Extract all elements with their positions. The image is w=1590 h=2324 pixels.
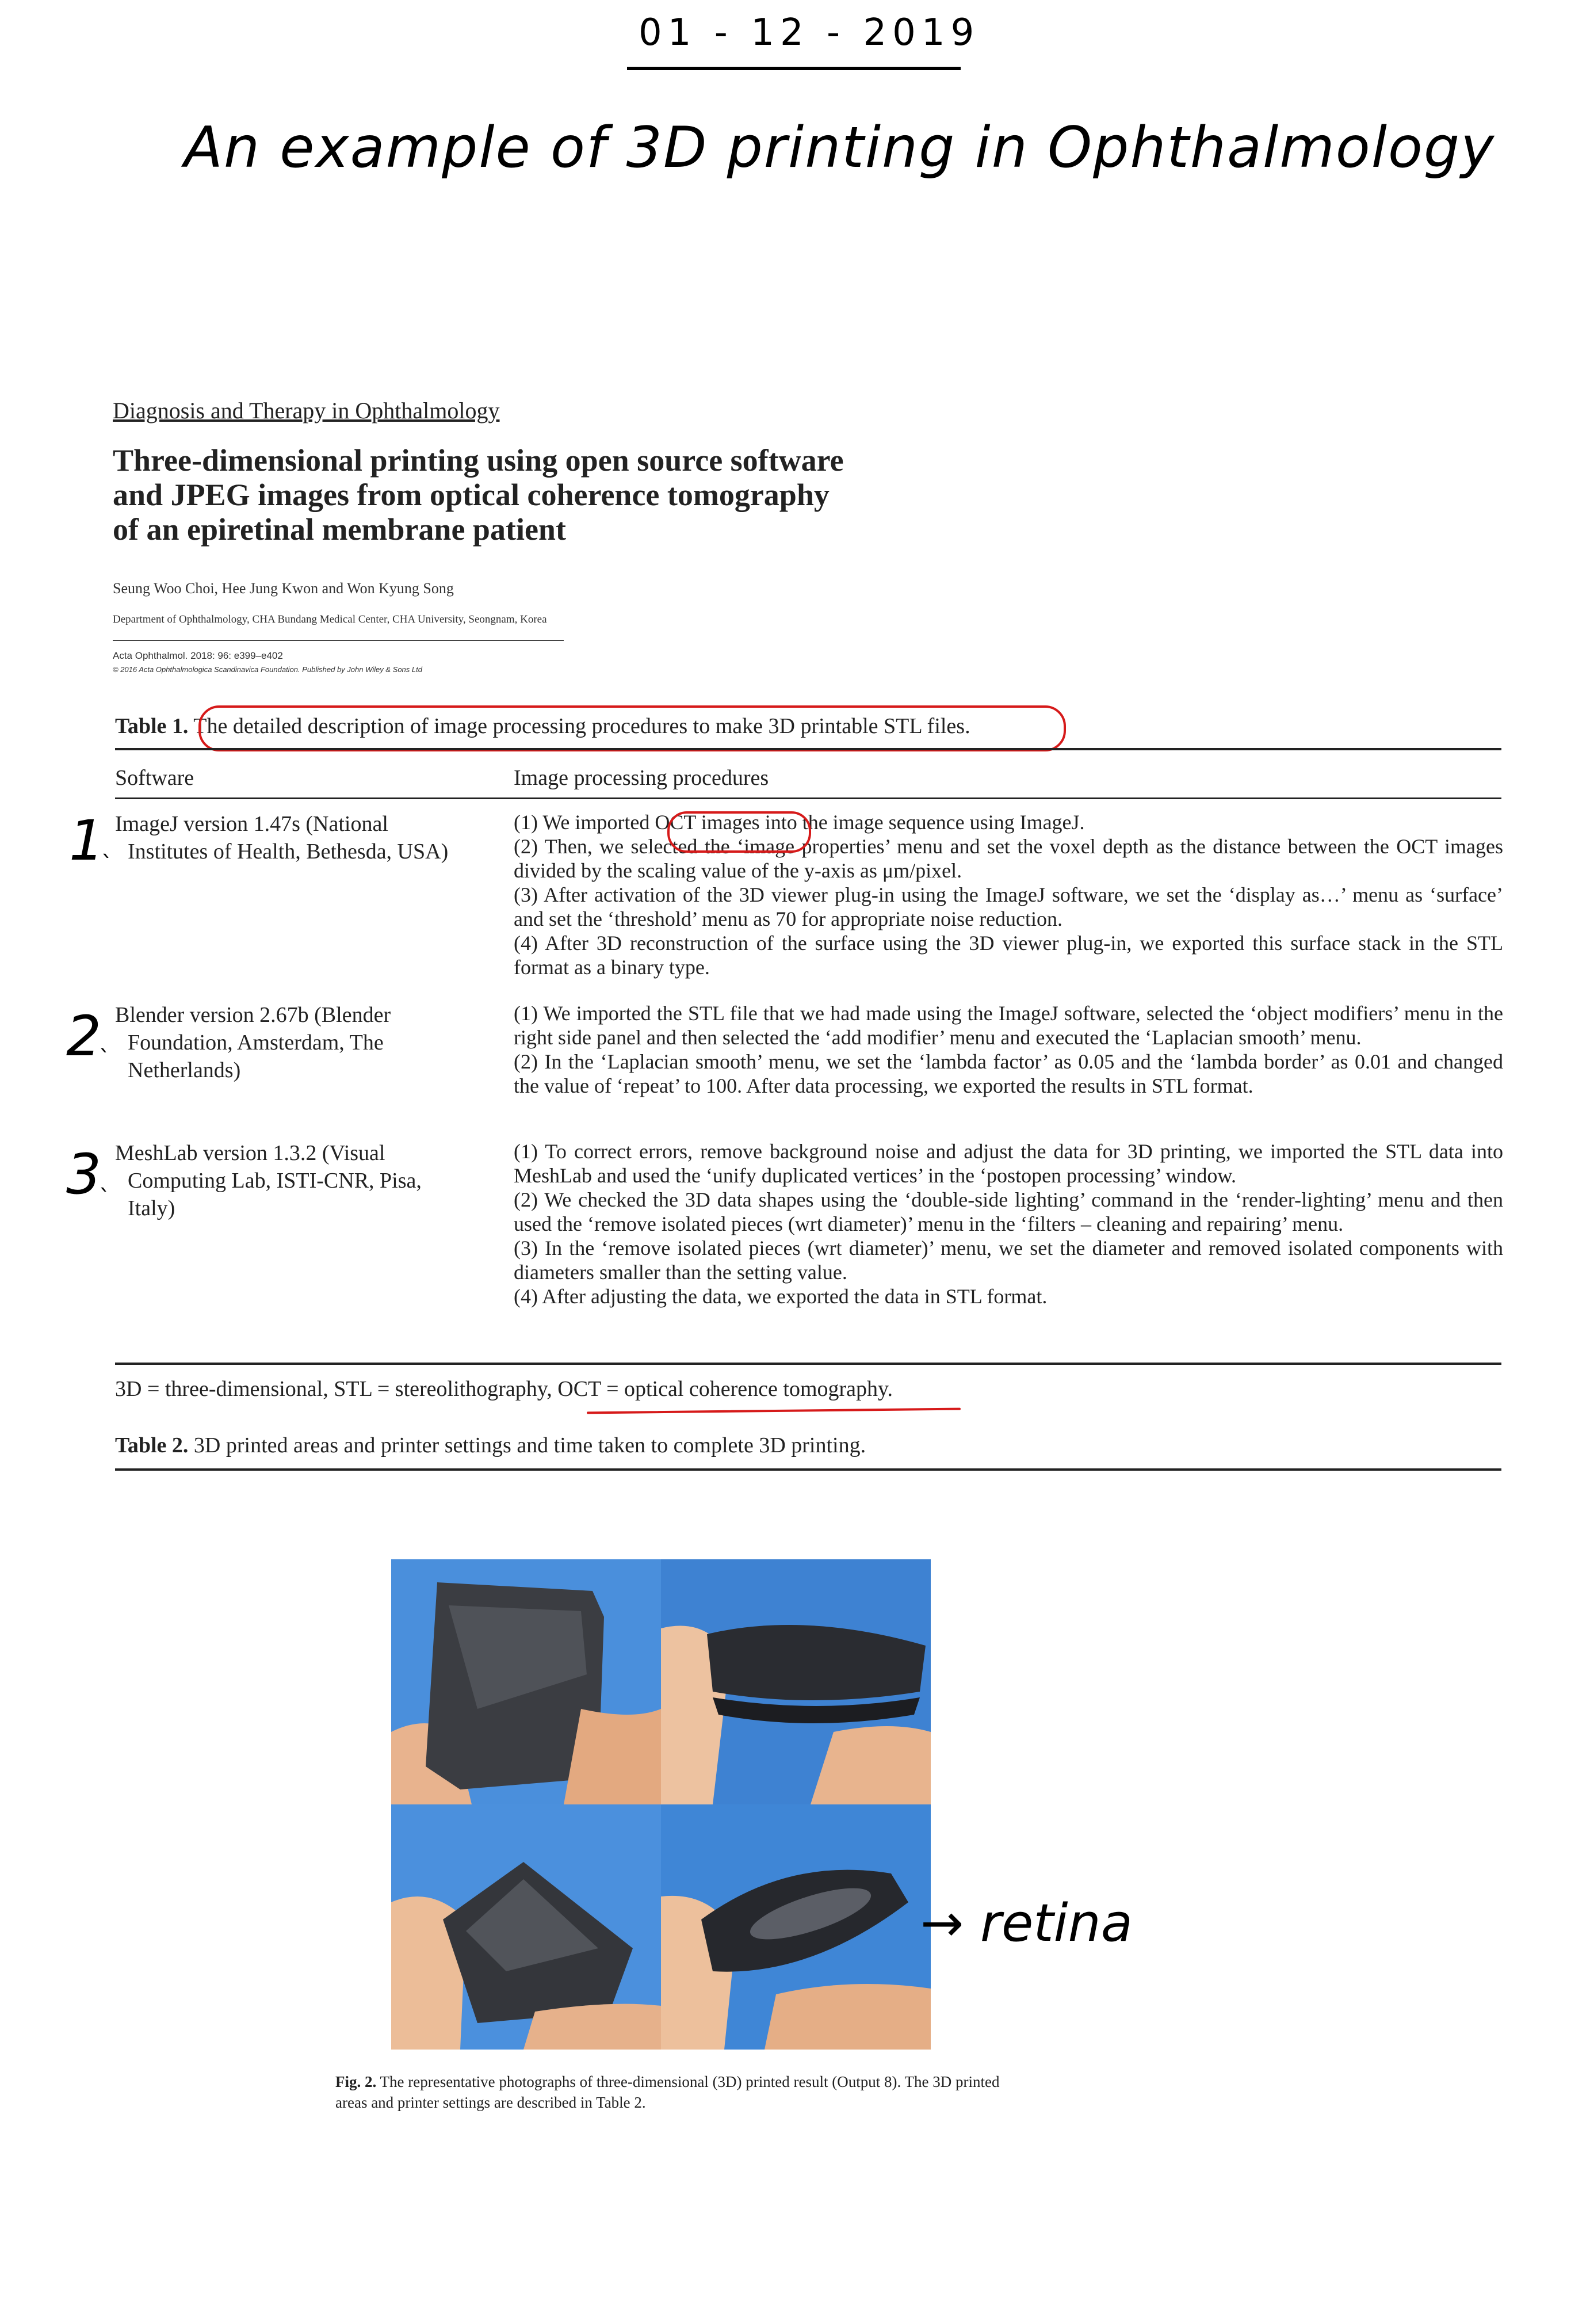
photo-bottom-left [391, 1804, 661, 2050]
table1-row3-procedures [514, 1139, 1503, 1308]
table1-footnote: 3D = three-dimensional, STL = stereolithography, OCT = optical coherence tomography. [115, 1377, 893, 1401]
table1-row3-step2: (2) We checked the 3D data shapes using the ‘double-side lighting’ command in the ‘render-lighting’ menu and then used the ‘remove isolated pieces (wrt diameter)’ menu in the ‘filters – cleaning and repairing’ menu. [514, 1188, 1503, 1235]
copyright: © 2016 Acta Ophthalmologica Scandinavica Foundation. Published by John Wiley & Sons Ltd [113, 665, 422, 674]
paper-affiliation: Department of Ophthalmology, CHA Bundang Medical Center, CHA University, Seongnam, Korea [113, 613, 547, 625]
photo-bottom-right [661, 1804, 931, 2050]
red-annotation-circle-caption [198, 705, 1066, 751]
paper-title: Three-dimensional printing using open source software and JPEG images from optical coherence tomography of an epiretinal membrane patient [113, 443, 844, 547]
handwritten-number-1: 1 [69, 808, 105, 873]
handwritten-number-2: 2 [66, 1004, 102, 1068]
figure-caption-text: The representative photographs of three-dimensional (3D) printed result (Output 8). The 3D printed areas and printer settings are described in Table 2. [335, 2073, 1000, 2111]
photo-top-left [391, 1559, 661, 1804]
table1-row3-step1: (1) To correct errors, remove background noise and adjust the data for 3D printing, we imported the STL data into MeshLab and used the ‘unify duplicated vertices’ in the ‘postopen processing’ window. [514, 1140, 1503, 1187]
figure-label: Fig. 2. [335, 2073, 377, 2090]
handwritten-heading: An example of 3D printing in Ophthalmology [184, 115, 1496, 181]
table1-header-software: Software [115, 766, 194, 790]
table1-top-rule [115, 748, 1501, 750]
handwritten-dot: ` [99, 1046, 110, 1073]
table2-label: Table 2. [115, 1433, 189, 1457]
table1-row1-step3: (3) After activation of the 3D viewer plug-in using the ImageJ software, we set the ‘display as…’ menu as ‘surface’ and set the ‘threshold’ menu as 70 for appropriate noise reduction. [514, 883, 1503, 930]
table1-bottom-rule [115, 1363, 1501, 1365]
date-underline [627, 67, 961, 70]
citation-divider [113, 640, 564, 641]
handwritten-number-3: 3 [66, 1142, 102, 1207]
table2-caption [115, 1433, 866, 1458]
citation: Acta Ophthalmol. 2018: 96: e399–e402 [113, 650, 283, 661]
table1-row1-step4: (4) After 3D reconstruction of the surface using the 3D viewer plug-in, we exported this surface stack in the STL format as a binary type. [514, 932, 1503, 979]
figure-photo-grid [391, 1559, 931, 2050]
table1-row2-software: Blender version 2.67b (Blender Foundation, Amsterdam, The Netherlands) [115, 1003, 391, 1082]
handwritten-retina-arrow: → retina [920, 1893, 1133, 1953]
table1-row2-step2: (2) In the ‘Laplacian smooth’ menu, we set the ‘lambda factor’ as 0.05 and the ‘lambda border’ as 0.01 and changed the value of ‘repeat’ to 100. After data processing, we exported the results in STL format. [514, 1050, 1503, 1097]
table1-header-rule [115, 797, 1501, 799]
red-annotation-circle-oct-images [667, 811, 811, 853]
table1-row1-step2: (2) Then, we selected the ‘image properties’ menu and set the voxel depth as the distance between the OCT images divided by the scaling value of the y-axis as μm/pixel. [514, 835, 1503, 882]
table1-row1-procedures [514, 810, 1503, 979]
red-annotation-underline-oct [587, 1408, 961, 1414]
table1-row2-step1: (1) We imported the STL file that we had made using the ImageJ software, selected the ‘object modifiers’ menu in the right side panel and then selected the ‘add modifier’ menu and executed the ‘Laplacian smooth’ menu. [514, 1002, 1503, 1049]
paper-authors: Seung Woo Choi, Hee Jung Kwon and Won Kyung Song [113, 580, 454, 597]
table1-row1-software: ImageJ version 1.47s (National Institutes of Health, Bethesda, USA) [115, 812, 449, 864]
table1-row3-step3: (3) In the ‘remove isolated pieces (wrt diameter)’ menu, we set the diameter and removed isolated components with diameters smaller than the setting value. [514, 1237, 1503, 1284]
table1-label: Table 1. [115, 714, 189, 738]
table1-row2-procedures [514, 1001, 1503, 1098]
handwritten-dot: ` [99, 1185, 110, 1212]
handwritten-date: 01 - 12 - 2019 [639, 12, 980, 54]
table1-row3-software: MeshLab version 1.3.2 (Visual Computing Lab, ISTI-CNR, Pisa, Italy) [115, 1141, 422, 1220]
handwritten-dot: ` [101, 852, 113, 878]
table2-top-rule [115, 1468, 1501, 1471]
photo-top-right [661, 1559, 931, 1804]
table1-caption-text: The detailed description of image processing procedures to make 3D printable STL files. [193, 714, 970, 738]
journal-section: Diagnosis and Therapy in Ophthalmology [113, 398, 500, 423]
table2-caption-text: 3D printed areas and printer settings and time taken to complete 3D printing. [193, 1433, 866, 1457]
table1-header-procedures: Image processing procedures [514, 766, 769, 790]
figure-caption [335, 2071, 1011, 2113]
table1-row1-step1: (1) We imported OCT images into the image sequence using ImageJ. [514, 811, 1085, 834]
table1-row3-step4: (4) After adjusting the data, we exported the data in STL format. [514, 1285, 1048, 1308]
